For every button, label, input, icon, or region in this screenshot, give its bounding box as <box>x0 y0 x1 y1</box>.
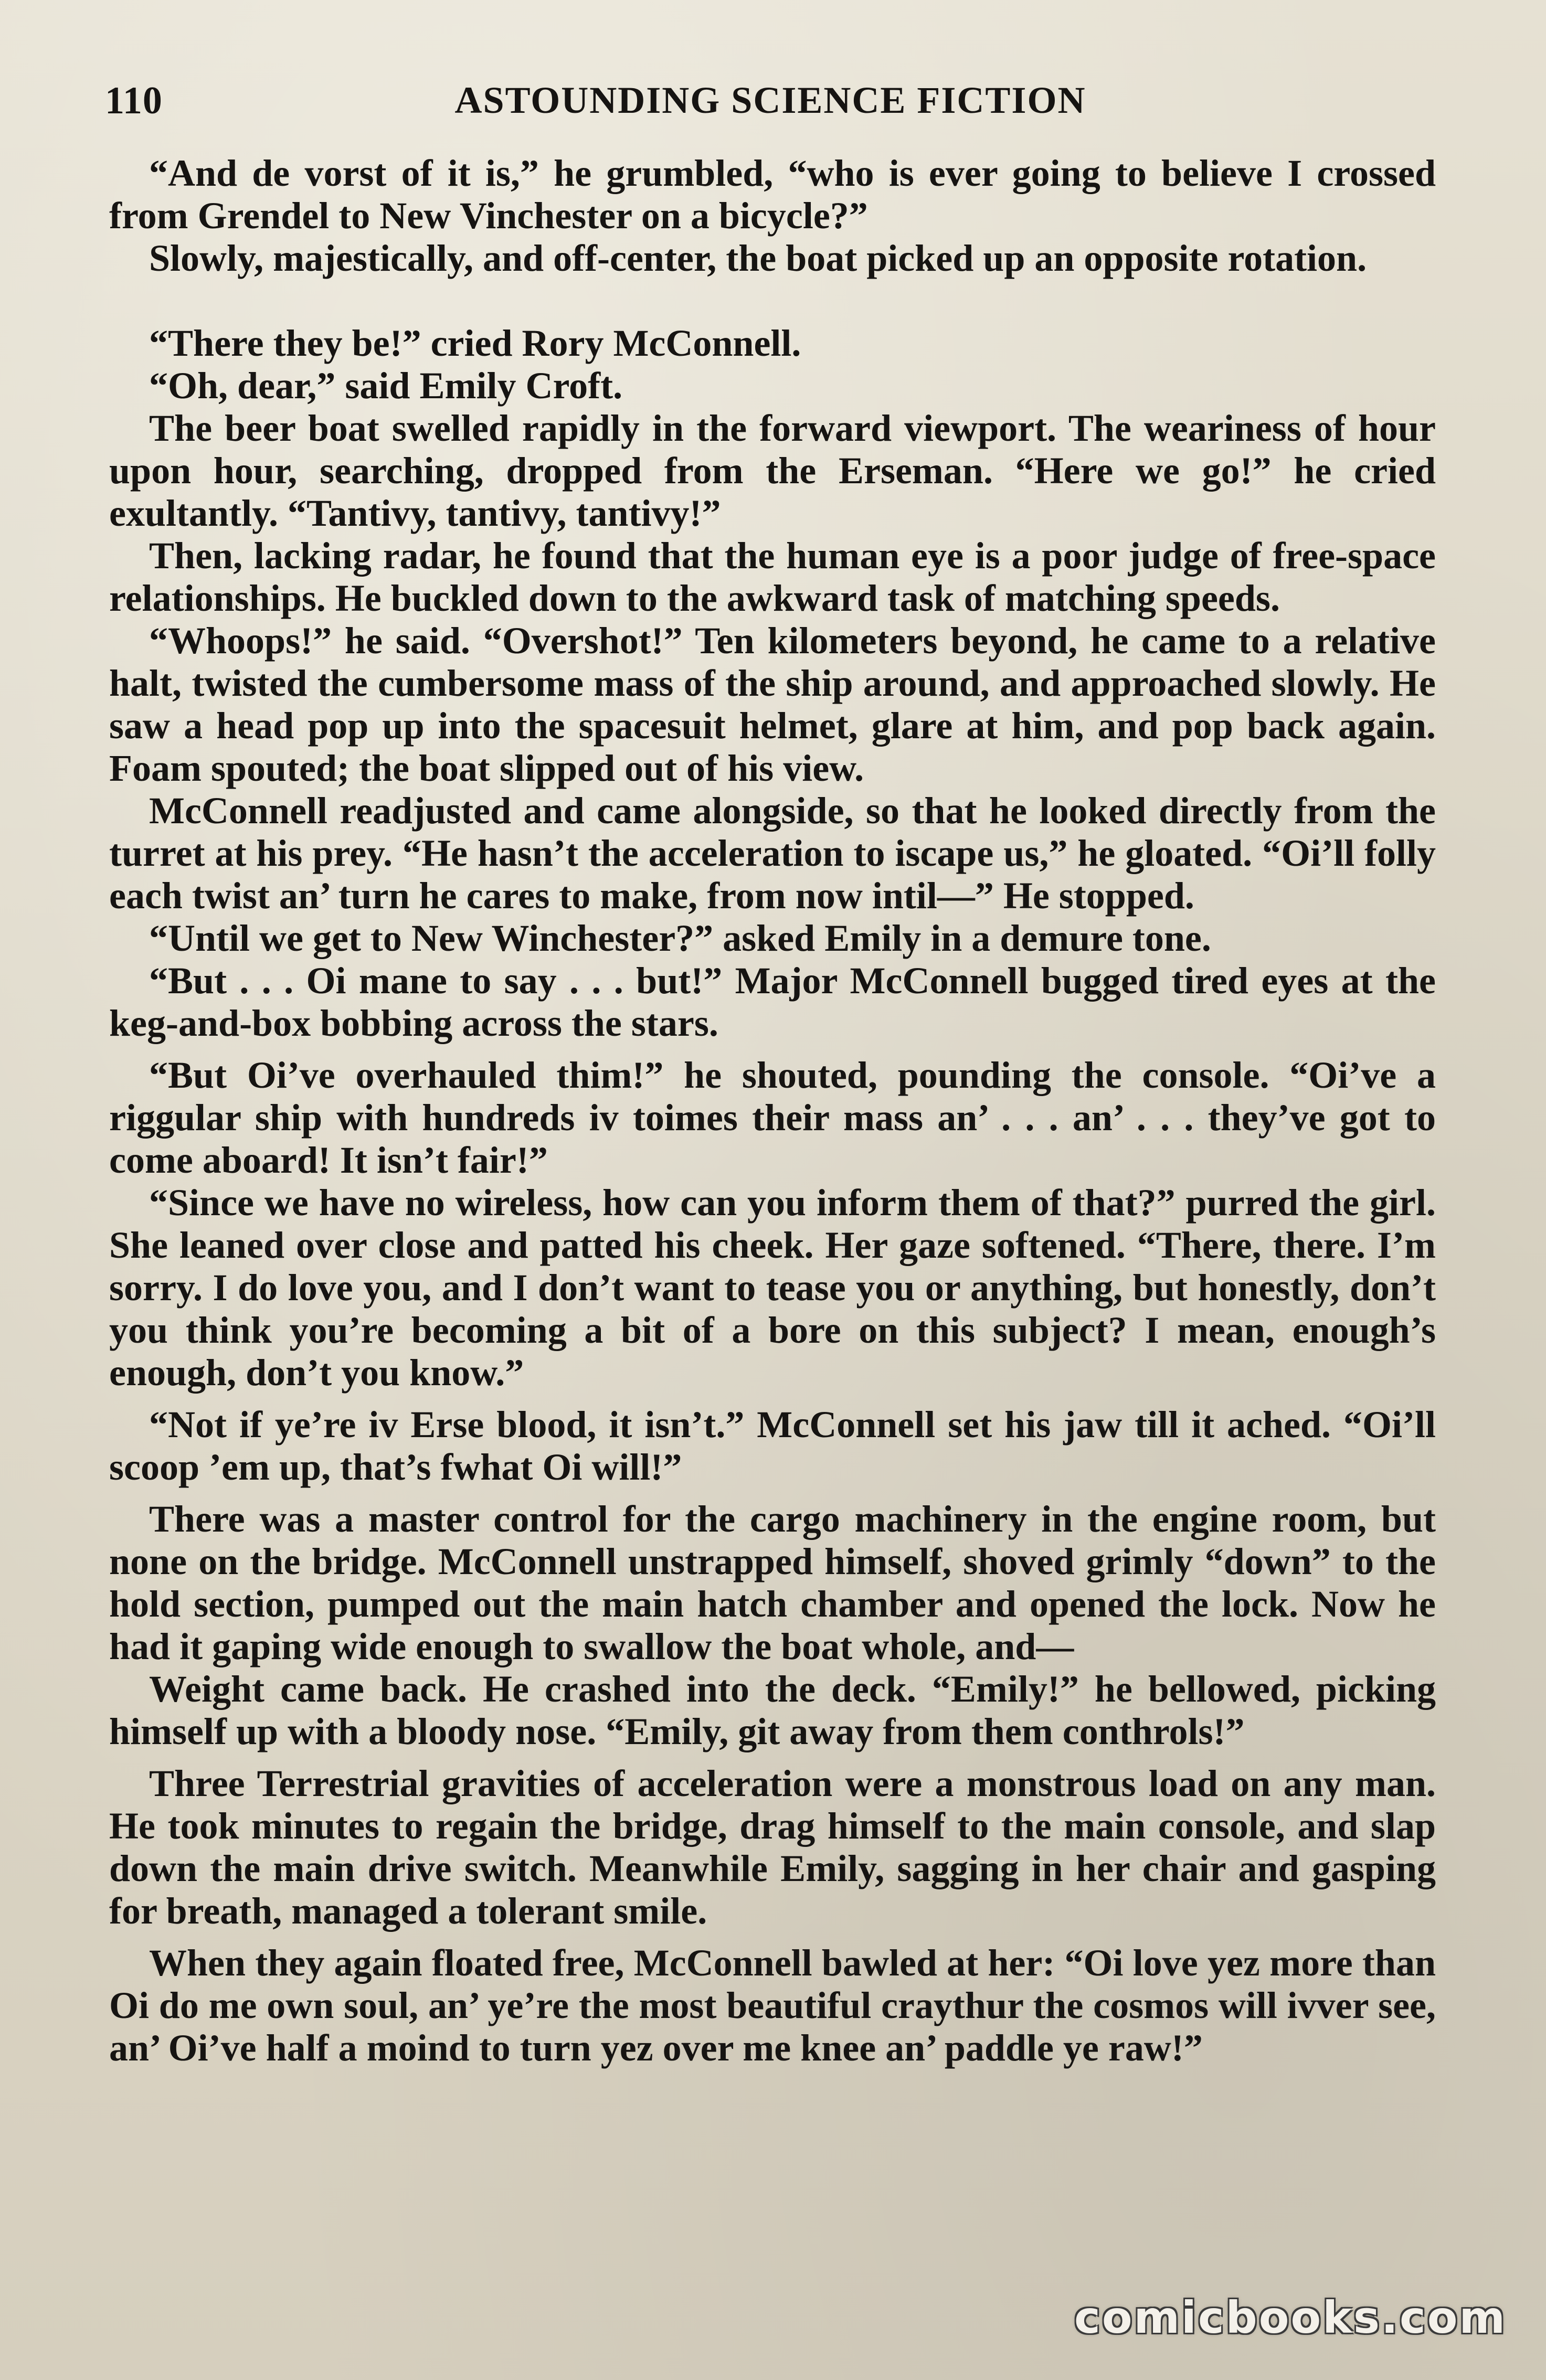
paragraph: “Since we have no wireless, how can you inform them of that?” purred the girl. She leaned over close and patted his cheek. Her gaze softened. “There, there. I’m sorry. I do love you, and I don’t want to tease you or anything, but honestly, don’t you think you’re becoming a bit of a bore on this subject? I mean, enough’s enough, don’t you know.” <box>109 1182 1436 1394</box>
body-text <box>109 152 1436 2069</box>
paragraph: Weight came back. He crashed into the deck. “Emily!” he bellowed, picking himself up with a bloody nose. “Emily, git away from them conthrols!” <box>109 1668 1436 1752</box>
paragraph: “There they be!” cried Rory McConnell. <box>149 322 801 364</box>
running-title: ASTOUNDING SCIENCE FICTION <box>454 79 1086 121</box>
watermark-logo: comicbooks.com <box>1074 2292 1507 2343</box>
paragraph: There was a master control for the cargo machinery in the engine room, but none on the bridge. McConnell unstrapped himself, shoved grimly “down” to the hold section, pumped out the main hatch chamber and opened the lock. Now he had it gaping wide enough to swallow the boat whole, and— <box>109 1498 1436 1667</box>
paragraph: “But Oi’ve overhauled thim!” he shouted, pounding the console. “Oi’ve a riggular ship with hundreds iv toimes their mass an’ . . . an’ . . . they’ve got to come aboard! It isn’t fair!” <box>109 1054 1436 1181</box>
paragraph: “But . . . Oi mane to say . . . but!” Major McConnell bugged tired eyes at the keg-and-box bobbing across the stars. <box>109 960 1436 1044</box>
paragraph: “Until we get to New Winchester?” asked Emily in a demure tone. <box>149 917 1211 959</box>
paragraph: “Whoops!” he said. “Overshot!” Ten kilometers beyond, he came to a relative halt, twisted the cumbersome mass of the ship around, and approached slowly. He saw a head pop up into the spacesuit helmet, glare at him, and pop back again. Foam spouted; the boat slipped out of his view. <box>109 620 1436 789</box>
paragraph: “Oh, dear,” said Emily Croft. <box>149 365 623 407</box>
paragraph: “And de vorst of it is,” he grumbled, “who is ever going to believe I crossed from Grendel to New Vinchester on a bicycle?” <box>109 152 1436 237</box>
paragraph: Slowly, majestically, and off-center, the boat picked up an opposite rotation. <box>149 237 1367 279</box>
page-header <box>105 79 1436 136</box>
paragraph: When they again floated free, McConnell bawled at her: “Oi love yez more than Oi do me own soul, an’ ye’re the most beautiful craythur the cosmos will ivver see, an’ Oi’ve half a moind to turn yez over me knee an’ paddle ye raw!” <box>109 1942 1436 2069</box>
paragraph: Three Terrestrial gravities of acceleration were a monstrous load on any man. He took minutes to regain the bridge, drag himself to the main console, and slap down the main drive switch. Meanwhile Emily, sagging in her chair and gasping for breath, managed a tolerant smile. <box>109 1762 1436 1932</box>
paragraph: “Not if ye’re iv Erse blood, it isn’t.” McConnell set his jaw till it ached. “Oi’ll scoop ’em up, that’s fwhat Oi will!” <box>109 1404 1436 1488</box>
paragraph: The beer boat swelled rapidly in the forward viewport. The weariness of hour upon hour, searching, dropped from the Erseman. “Here we go!” he cried exultantly. “Tantivy, tantivy, tantivy!” <box>109 407 1436 534</box>
paragraph: Then, lacking radar, he found that the human eye is a poor judge of free-space relationships. He buckled down to the awkward task of matching speeds. <box>109 535 1436 619</box>
paragraph: McConnell readjusted and came alongside, so that he looked directly from the turret at his prey. “He hasn’t the acceleration to iscape us,” he gloated. “Oi’ll folly each twist an’ turn he cares to make, from now intil—” He stopped. <box>109 790 1436 917</box>
page-number: 110 <box>105 79 163 122</box>
